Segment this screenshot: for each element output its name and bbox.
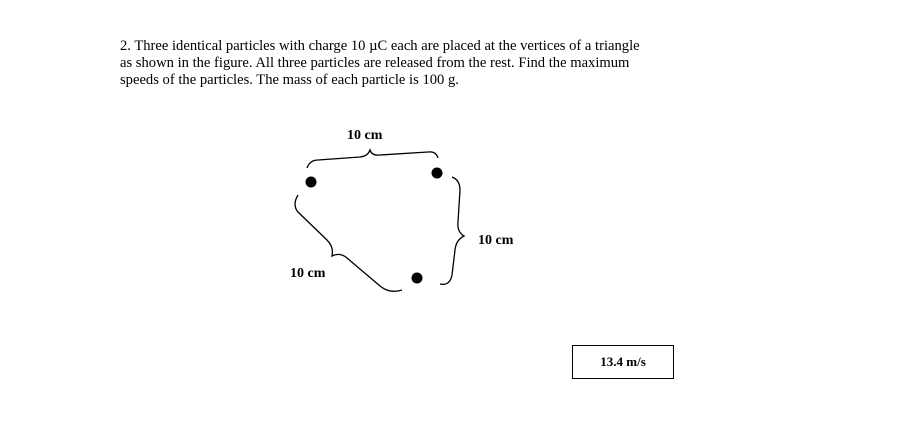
problem-line-1: 2. Three identical particles with charge 10 µC each are placed at the vertices of a triangle	[120, 38, 640, 54]
problem-line-3: speeds of the particles. The mass of each particle is 100 g.	[120, 72, 459, 88]
particle-top-left	[306, 177, 317, 188]
brace-top	[307, 150, 438, 168]
particle-top-right	[432, 168, 443, 179]
label-top: 10 cm	[347, 128, 383, 143]
problem-line-2: as shown in the figure. All three particles are released from the rest. Find the maximum	[120, 55, 630, 71]
particle-bottom	[412, 273, 423, 284]
problem-statement	[120, 38, 700, 89]
answer-value: 13.4 m/s	[600, 354, 646, 369]
brace-left	[295, 195, 402, 291]
brace-right	[440, 177, 464, 284]
answer-box	[572, 345, 674, 379]
label-right: 10 cm	[478, 233, 514, 248]
label-left: 10 cm	[290, 266, 326, 281]
